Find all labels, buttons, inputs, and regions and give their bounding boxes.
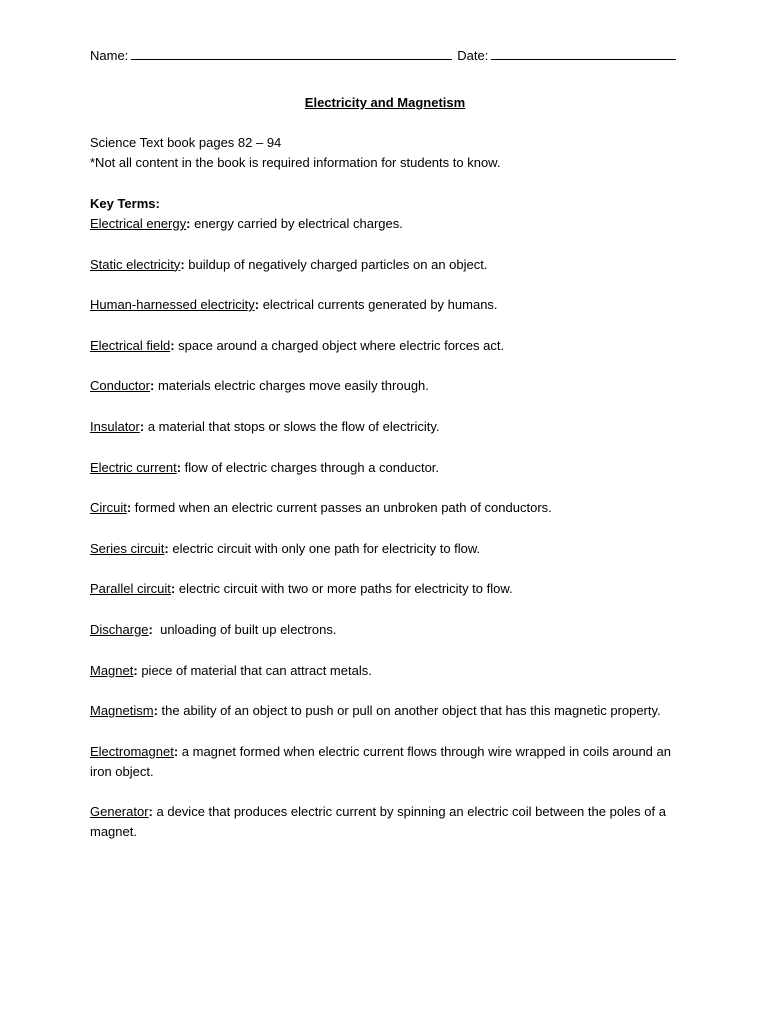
- term-word: Conductor: [90, 378, 150, 394]
- term-word: Human-harnessed electricity: [90, 297, 255, 313]
- term-colon: :: [254, 297, 260, 313]
- term-word: Insulator: [90, 418, 140, 434]
- term-entry: [90, 458, 680, 478]
- term-colon: :: [173, 743, 179, 759]
- term-entry: [90, 376, 680, 396]
- term-definition: buildup of negatively charged particles on an object.: [184, 256, 488, 272]
- term-entry: [90, 255, 680, 275]
- term-definition: materials electric charges move easily through.: [154, 378, 429, 394]
- term-colon: :: [170, 581, 176, 597]
- term-definition: flow of electric charges through a conductor.: [181, 459, 440, 475]
- term-definition: electric circuit with only one path for electricity to flow.: [168, 540, 481, 556]
- term-entry: [90, 802, 680, 842]
- term-colon: :: [149, 378, 155, 394]
- term-colon: :: [148, 804, 153, 820]
- term-word: Discharge: [90, 621, 149, 637]
- intro-section: [90, 133, 680, 173]
- term-colon: :: [148, 621, 153, 637]
- term-definition: electrical currents generated by humans.: [259, 297, 498, 313]
- term-colon: :: [180, 256, 185, 272]
- term-word: Electric current: [90, 459, 177, 475]
- term-colon: :: [153, 703, 158, 719]
- term-colon: :: [170, 337, 175, 353]
- term-word: Circuit: [90, 500, 127, 516]
- content-note: *Not all content in the book is required information for students to know.: [90, 155, 501, 170]
- term-colon: :: [164, 540, 169, 556]
- term-entry: [90, 336, 680, 356]
- term-definition: piece of material that can attract metals.: [137, 662, 372, 678]
- term-word: Magnetism: [90, 703, 154, 719]
- key-terms-heading: Key Terms:: [90, 196, 160, 211]
- term-colon: :: [139, 418, 145, 434]
- name-label: Name:: [90, 48, 129, 63]
- date-blank: [491, 45, 676, 60]
- term-definition: a magnet formed when electric current flows through wire wrapped in coils around an iron object.: [90, 743, 675, 779]
- term-definition: the ability of an object to push or pull on another object that has this magnetic property.: [157, 703, 661, 719]
- term-entry: [90, 295, 680, 315]
- term-entry: [90, 701, 680, 721]
- date-label: Date:: [457, 48, 489, 63]
- worksheet-page: [90, 45, 680, 863]
- term-word: Electrical field: [90, 337, 171, 353]
- term-definition: space around a charged object where electric forces act.: [174, 337, 505, 353]
- term-word: Parallel circuit: [90, 581, 171, 597]
- term-entry: [90, 661, 680, 681]
- name-date-line: [90, 45, 680, 67]
- term-definition: electric circuit with two or more paths for electricity to flow.: [175, 581, 513, 597]
- name-blank: [131, 45, 452, 60]
- term-word: Electromagnet: [90, 743, 174, 759]
- term-word: Electrical energy: [90, 216, 187, 231]
- term-definition: a material that stops or slows the flow of electricity.: [144, 418, 440, 434]
- term-definition: unloading of built up electrons.: [152, 621, 337, 637]
- term-entry: [90, 539, 680, 559]
- textbook-pages: Science Text book pages 82 – 94: [90, 135, 282, 150]
- worksheet-title: Electricity and Magnetism: [304, 95, 466, 110]
- term-entry: [90, 214, 680, 234]
- term-entry: [90, 620, 680, 640]
- term-entry: [90, 498, 680, 518]
- term-entry: [90, 742, 680, 782]
- key-terms-list: [90, 214, 680, 842]
- term-definition: energy carried by electrical charges.: [190, 216, 403, 231]
- term-definition: formed when an electric current passes an unbroken path of conductors.: [131, 500, 552, 516]
- term-colon: :: [176, 459, 182, 475]
- term-colon: :: [186, 216, 191, 231]
- term-word: Generator: [90, 804, 149, 820]
- term-entry: [90, 417, 680, 437]
- term-word: Static electricity: [90, 256, 181, 272]
- term-word: Series circuit: [90, 540, 165, 556]
- term-definition: a device that produces electric current by spinning an electric coil between the poles of a magnet.: [90, 804, 670, 840]
- term-colon: :: [133, 662, 138, 678]
- term-entry: [90, 579, 680, 599]
- term-colon: :: [126, 500, 132, 516]
- term-word: Magnet: [90, 662, 134, 678]
